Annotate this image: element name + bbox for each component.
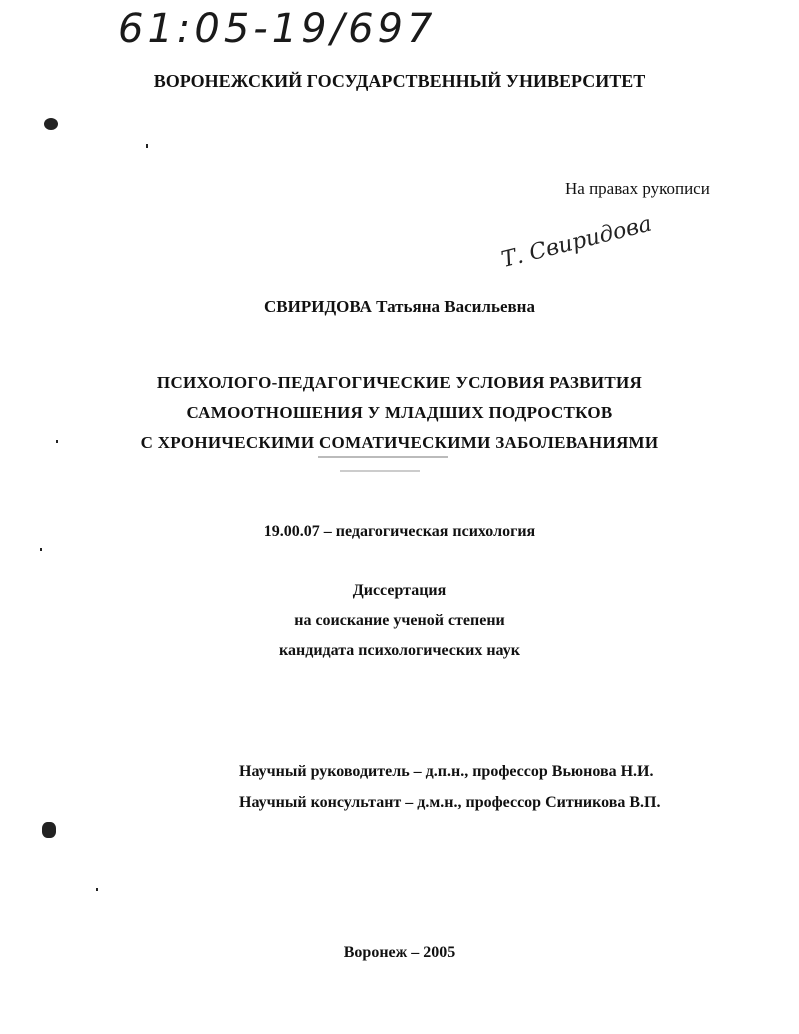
- scan-speck: [146, 144, 148, 148]
- scan-speck: [44, 118, 58, 130]
- title-line-1: ПСИХОЛОГО-ПЕДАГОГИЧЕСКИЕ УСЛОВИЯ РАЗВИТИЯ: [156, 373, 643, 392]
- scan-speck: [56, 440, 58, 443]
- degree-line-1: Диссертация: [352, 582, 447, 599]
- degree-line-3: кандидата психологических наук: [279, 642, 520, 659]
- scan-speck: [96, 888, 98, 891]
- university-name: ВОРОНЕЖСКИЙ ГОСУДАРСТВЕННЫЙ УНИВЕРСИТЕТ: [153, 71, 646, 91]
- city-and-year: Воронеж – 2005: [343, 944, 456, 961]
- scientific-supervisor: Научный руководитель – д.п.н., профессор Вьюнова Н.И.: [239, 763, 654, 780]
- faint-stamp-mark: [340, 470, 420, 472]
- author-signature: Т. Свиридова: [498, 211, 655, 273]
- author-name: СВИРИДОВА Татьяна Васильевна: [264, 297, 535, 316]
- faint-stamp-mark: [318, 456, 448, 458]
- manuscript-rights-note: На правах рукописи: [565, 179, 710, 198]
- degree-line-2: на соискание ученой степени: [294, 612, 505, 629]
- specialty: 19.00.07 – педагогическая психология: [263, 523, 536, 540]
- title-line-3: С ХРОНИЧЕСКИМИ СОМАТИЧЕСКИМИ ЗАБОЛЕВАНИЯМИ: [140, 433, 659, 452]
- scan-speck: [40, 548, 42, 551]
- title-line-2: САМООТНОШЕНИЯ У МЛАДШИХ ПОДРОСТКОВ: [186, 403, 613, 422]
- scientific-consultant: Научный консультант – д.м.н., профессор Ситникова В.П.: [239, 794, 661, 811]
- archive-code-handwritten: 61:05-19/697: [118, 6, 437, 52]
- scan-speck: [42, 822, 56, 838]
